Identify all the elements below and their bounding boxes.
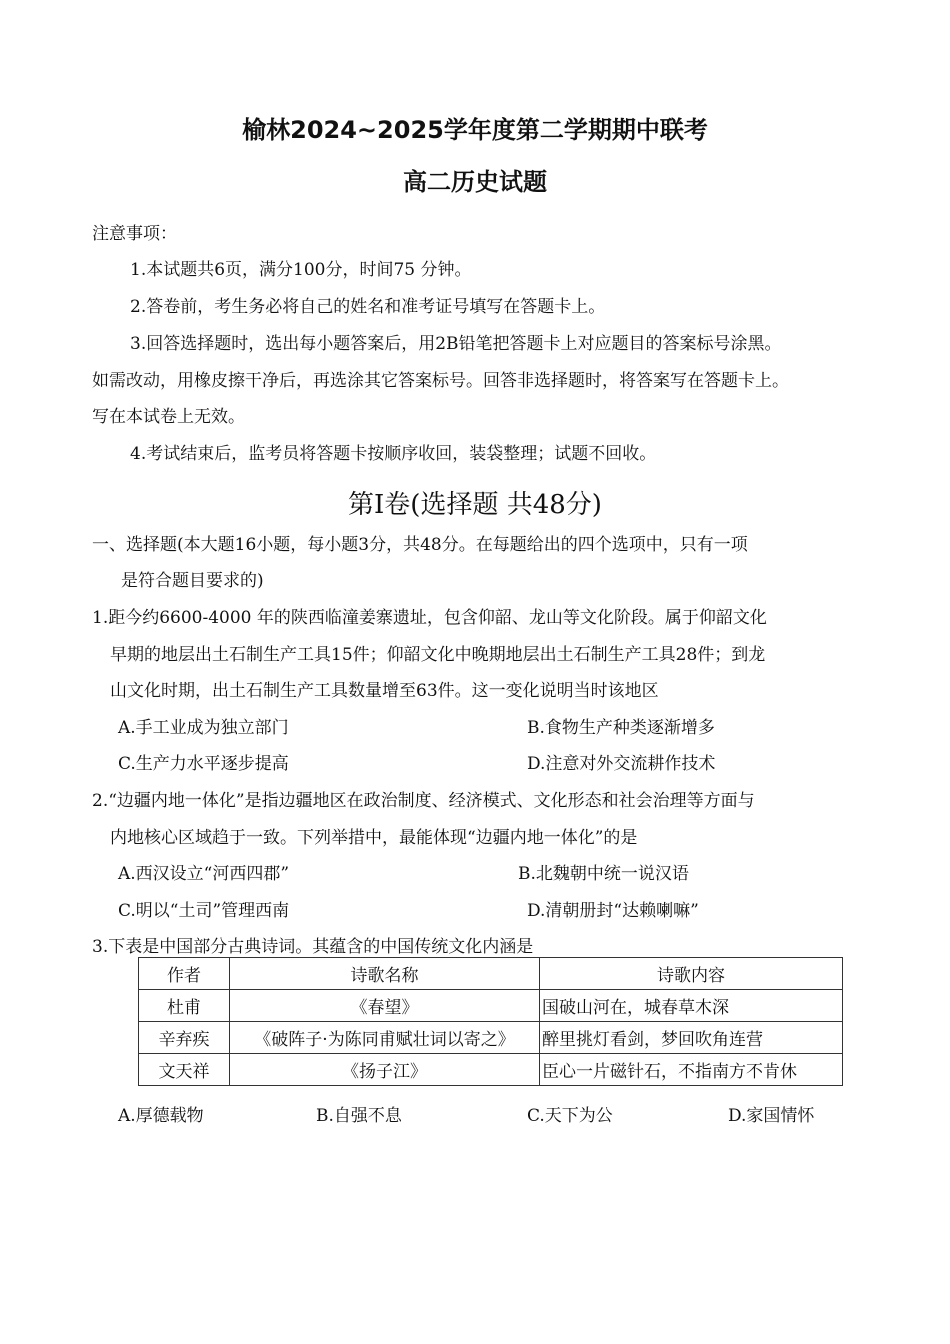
table-cell-content: 臣心一片磁针石，不指南方不肯休	[540, 1054, 843, 1086]
question-1-stem-cont: 早期的地层出土石制生产工具15件；仰韶文化中晚期地层出土石制生产工具28件；到龙	[110, 645, 766, 665]
question-1-option-b: B.食物生产种类逐渐增多	[527, 718, 715, 738]
table-header-author: 作者	[139, 958, 230, 990]
question-1-option-d: D.注意对外交流耕作技术	[527, 754, 716, 774]
section-title: 第Ⅰ卷(选择题 共48分)	[348, 490, 602, 520]
notice-item-4: 4.考试结束后，监考员将答题卡按顺序收回，装袋整理；试题不回收。	[130, 444, 657, 464]
table-cell-title: 《扬子江》	[230, 1054, 540, 1086]
question-2-option-a: A.西汉设立“河西四郡”	[118, 864, 290, 884]
notice-item-3-cont: 如需改动，用橡皮擦干净后，再选涂其它答案标号。回答非选择题时，将答案写在答题卡上。	[92, 371, 789, 391]
notice-item-3: 3.回答选择题时，选出每小题答案后，用2B铅笔把答题卡上对应题目的答案标号涂黑。	[130, 334, 782, 354]
table-cell-content: 国破山河在，城春草木深	[540, 990, 843, 1022]
question-2-stem: 2.“边疆内地一体化”是指边疆地区在政治制度、经济模式、文化形态和社会治理等方面与	[92, 791, 755, 811]
question-1-stem: 1.距今约6600-4000 年的陕西临潼姜寨遗址，包含仰韶、龙山等文化阶段。属于仰韶文化	[92, 608, 767, 628]
table-cell-title: 《春望》	[230, 990, 540, 1022]
question-3-stem: 3.下表是中国部分古典诗词。其蕴含的中国传统文化内涵是	[92, 937, 534, 957]
question-3-option-a: A.厚德载物	[118, 1106, 204, 1126]
question-3-option-b: B.自强不息	[316, 1106, 402, 1126]
question-2-option-c: C.明以“土司”管理西南	[118, 901, 290, 921]
question-1-option-c: C.生产力水平逐步提高	[118, 754, 289, 774]
question-2-stem-cont: 内地核心区域趋于一致。下列举措中，最能体现“边疆内地一体化”的是	[110, 828, 638, 848]
table-header-title: 诗歌名称	[230, 958, 540, 990]
question-1-option-a: A.手工业成为独立部门	[118, 718, 289, 738]
section-intro: 一、选择题(本大题16小题，每小题3分，共48分。在每题给出的四个选项中，只有一项	[92, 535, 748, 555]
notice-item-3-end: 写在本试卷上无效。	[92, 407, 245, 427]
exam-title: 榆林2024~2025学年度第二学期期中联考	[242, 116, 708, 144]
table-header-content: 诗歌内容	[540, 958, 843, 990]
notice-item-2: 2.答卷前，考生务必将自己的姓名和准考证号填写在答题卡上。	[130, 297, 606, 317]
table-row	[139, 1022, 843, 1054]
question-3-option-c: C.天下为公	[527, 1106, 613, 1126]
poems-table	[138, 957, 843, 1086]
table-cell-author: 文天祥	[139, 1054, 230, 1086]
notice-heading: 注意事项：	[92, 224, 177, 244]
question-1-stem-end: 山文化时期，出土石制生产工具数量增至63件。这一变化说明当时该地区	[110, 681, 659, 701]
table-row	[139, 1054, 843, 1086]
table-cell-content: 醉里挑灯看剑，梦回吹角连营	[540, 1022, 843, 1054]
notice-item-1: 1.本试题共6页，满分100分，时间75 分钟。	[130, 260, 472, 280]
question-2-option-d: D.清朝册封“达赖喇嘛”	[527, 901, 699, 921]
exam-subtitle: 高二历史试题	[403, 168, 547, 196]
table-cell-title: 《破阵子·为陈同甫赋壮词以寄之》	[230, 1022, 540, 1054]
section-intro-cont: 是符合题目要求的)	[121, 571, 264, 591]
table-cell-author: 杜甫	[139, 990, 230, 1022]
table-row	[139, 990, 843, 1022]
question-2-option-b: B.北魏朝中统一说汉语	[518, 864, 689, 884]
table-header-row	[139, 958, 843, 990]
question-3-option-d: D.家国情怀	[728, 1106, 815, 1126]
table-cell-author: 辛弃疾	[139, 1022, 230, 1054]
